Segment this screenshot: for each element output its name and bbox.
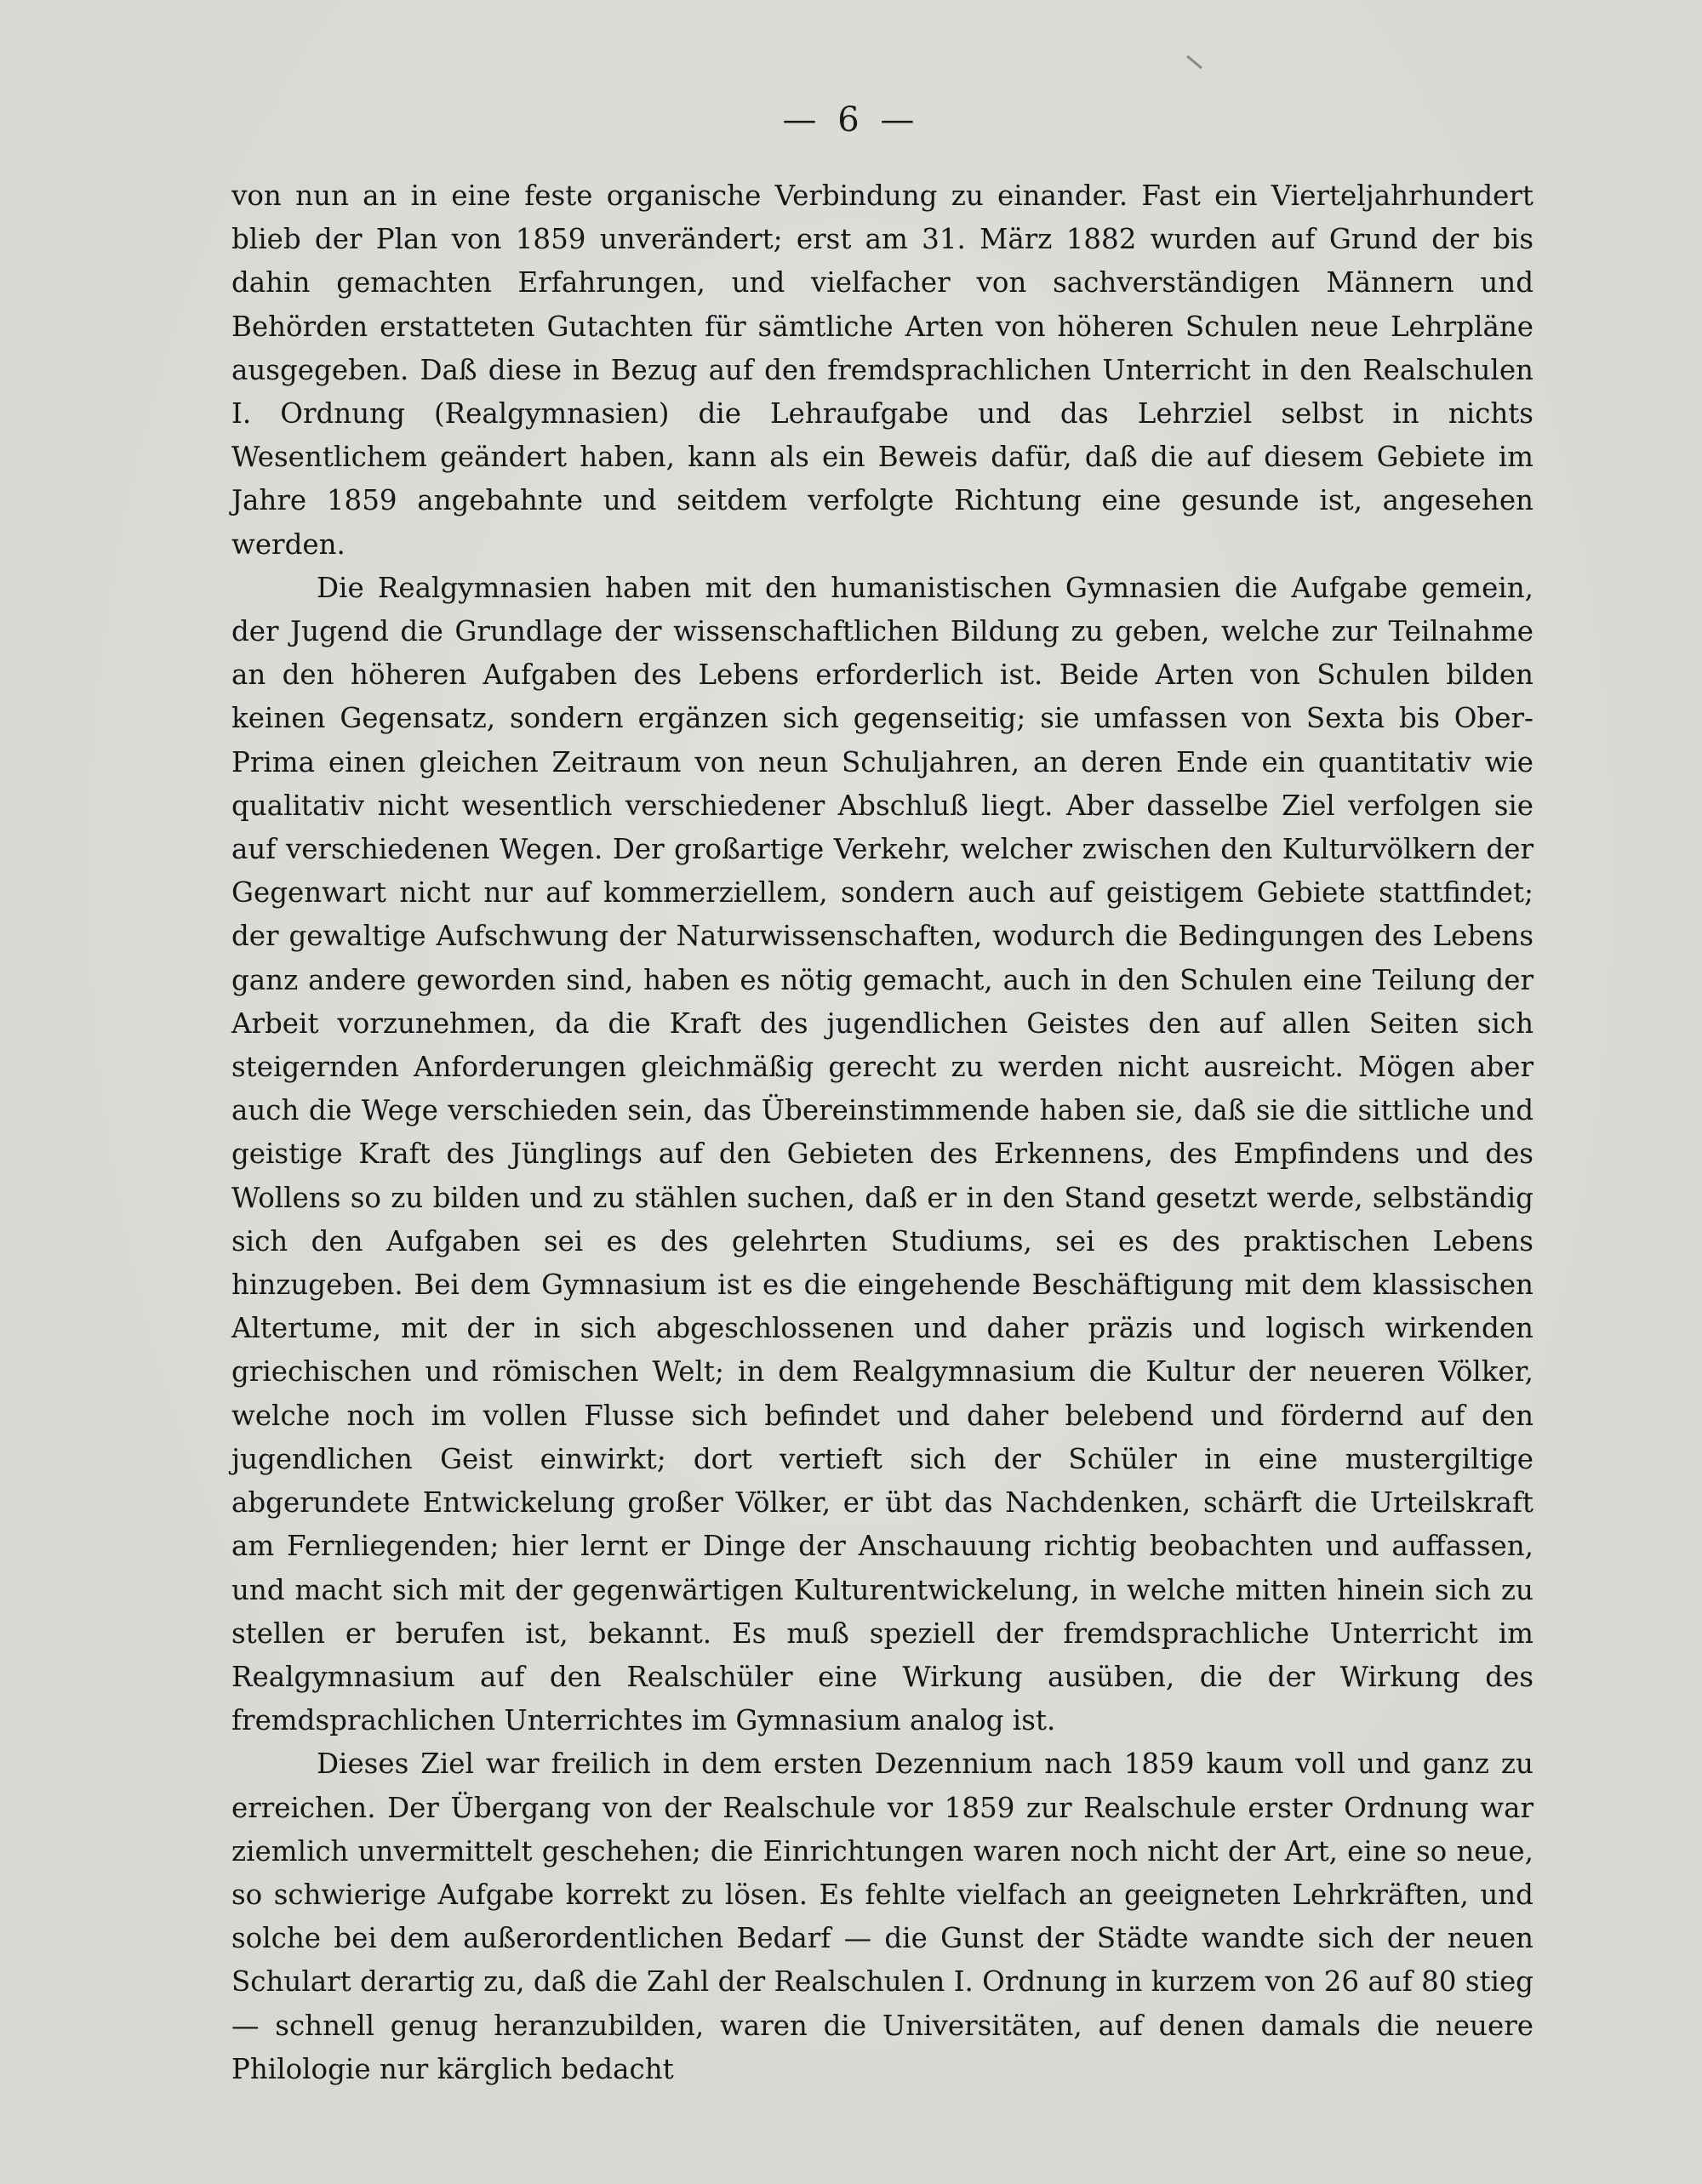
paragraph: Die Realgymnasien haben mit den humanistischen Gymnasien die Aufgabe gemein, der Jugend die Grundlage der wissenschaftlichen Bildung zu geben, welche zur Teilnahme an den höheren Aufgaben des Lebens erforderlich ist. Beide Arten von Schulen bilden keinen Gegensatz, sondern ergänzen sich gegenseitig; sie umfassen von Sexta bis Ober-Prima einen gleichen Zeitraum von neun Schuljahren, an deren Ende ein quantitativ wie qualitativ nicht wesentlich verschiedener Abschluß liegt. Aber dasselbe Ziel verfolgen sie auf verschiedenen Wegen. Der großartige Verkehr, welcher zwischen den Kulturvölkern der Gegenwart nicht nur auf kommerziellem, sondern auch auf geistigem Gebiete stattfindet; der gewaltige Aufschwung der Naturwissenschaften, wodurch die Bedingungen des Lebens ganz andere geworden sind, haben es nötig gemacht, auch in den Schulen eine Teilung der Arbeit vorzunehmen, da die Kraft des jugendlichen Geistes den auf allen Seiten sich steigernden Anforderungen gleichmäßig gerecht zu werden nicht ausreicht. Mögen aber auch die Wege verschieden sein, das Übereinstimmende haben sie, daß sie die sittliche und geistige Kraft des Jünglings auf den Gebieten des Erkennens, des Empfindens und des Wollens so zu bilden und zu stählen suchen, daß er in den Stand gesetzt werde, selbständig sich den Aufgaben sei es des gelehrten Studiums, sei es des praktischen Lebens hinzugeben. Bei dem Gymnasium ist es die eingehende Beschäftigung mit dem klassischen Altertume, mit der in sich abgeschlossenen und daher präzis und logisch wirkenden griechischen und römischen Welt; in dem Realgymnasium die Kultur der neueren Völker, welche noch im vollen Flusse sich befindet und daher belebend und fördernd auf den jugendlichen Geist einwirkt; dort vertieft sich der Schüler in eine mustergiltige abgerundete Entwickelung großer Völker, er übt das Nachdenken, schärft die Urteilskraft am Fernliegenden; hier lernt er Dinge der Anschauung richtig beobachten und auffassen, und macht sich mit der gegenwärtigen Kulturentwickelung, in welche mitten hinein sich zu stellen er berufen ist, bekannt. Es muß speziell der fremdsprachliche Unterricht im Realgymnasium auf den Realschüler eine Wirkung ausüben, die der Wirkung des fremdsprachlichen Unterrichtes im Gymnasium analog ist.	[231, 571, 1534, 1737]
paragraph: von nun an in eine feste organische Verbindung zu einander. Fast ein Vierteljahrhundert blieb der Plan von 1859 unverändert; erst am 31. März 1882 wurden auf Grund der bis dahin gemachten Erfahrungen, und vielfacher von sachverständigen Männern und Behörden erstatteten Gutachten für sämtliche Arten von höheren Schulen neue Lehrpläne ausgegeben. Daß diese in Bezug auf den fremdsprachlichen Unterricht in den Realschulen I. Ordnung (Realgymnasien) die Lehraufgabe und das Lehrziel selbst in nichts Wesentlichem geändert haben, kann als ein Beweis dafür, daß die auf diesem Gebiete im Jahre 1859 angebahnte und seitdem verfolgte Richtung eine gesunde ist, angesehen werden.	[231, 180, 1534, 561]
paragraph: Dieses Ziel war freilich in dem ersten Dezennium nach 1859 kaum voll und ganz zu erreichen. Der Übergang von der Realschule vor 1859 zur Realschule erster Ordnung war ziemlich unvermittelt geschehen; die Einrichtungen waren noch nicht der Art, eine so neue, so schwierige Aufgabe korrekt zu lösen. Es fehlte vielfach an geeigneten Lehrkräften, und solche bei dem außerordentlichen Bedarf — die Gunst der Städte wandte sich der neuen Schulart derartig zu, daß die Zahl der Realschulen I. Ordnung in kurzem von 26 auf 80 stieg — schnell genug heranzubilden, waren die Universitäten, auf denen damals die neuere Philologie nur kärglich bedacht	[231, 1748, 1534, 2085]
scan-blemish	[1186, 55, 1202, 69]
text-body	[231, 174, 1534, 2091]
page-number: — 6 —	[782, 100, 920, 140]
